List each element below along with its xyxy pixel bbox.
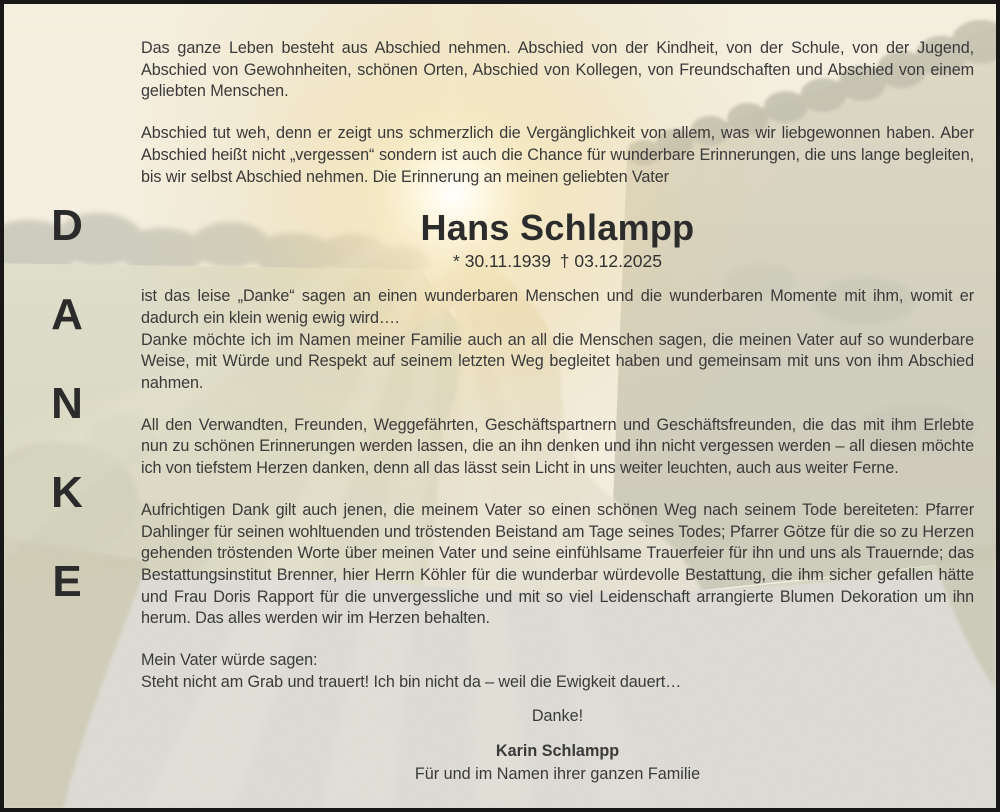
intro-paragraph-2: Abschied tut weh, denn er zeigt uns schmerzlich die Vergänglichkeit von allem, was wir liebgewonnen haben. Aber Abschied heißt nicht „vergessen“ sondern ist auch die Chance für wunderbare Erinnerungen, die uns lange begleiten, bis wir selbst Abschied nehmen. Die Erinnerung an meinen geliebten Vater [141,124,974,186]
father-saying-intro: Mein Vater würde sagen: [141,651,318,670]
father-saying-quote: Steht nicht am Grab und trauert! Ich bin nicht da – weil die Ewigkeit dauert… [141,672,682,691]
thanks-exclamation: Danke! [531,707,584,726]
father-saying-block [141,650,974,693]
thanks-block-1 [141,286,974,395]
thanks-paragraph-4: Aufrichtigen Dank gilt auch jenen, die meinem Vater so einen schönen Weg nach seinem Tode bereiteten: Pfarrer Dahlinger für seinen wohltuenden und tröstenden Beistand am Tage seines Todes; Pfarrer Götze für die so zu Herzen gehenden tröstenden Worte über meinen Vater und seine einfühlsame Trauerfeier für ihn und uns als Trauernde; das Bestattungsinstitut Brenner, hier Herrn Köhler für die wunderbar würdevolle Bestattung, die ihm sicher gefallen hätte und Frau Doris Rapport für die unvergessliche und mit so viel Leidenschaft arrangierte Blumen Dekoration um ihn herum. Das alles werden wir im Herzen behalten. [141,500,974,628]
vertical-letter-d: D [51,201,83,250]
thanks-paragraph-1: ist das leise „Danke“ sagen an einen wunderbaren Menschen und die wunderbaren Momente mit ihm, womit er dadurch ein klein wenig ewig wird…. [141,287,974,327]
vertical-letter-e: E [52,557,82,606]
vertical-letter-n: N [51,379,83,428]
signature-subline: Für und im Namen ihrer ganzen Familie [414,764,701,783]
vertical-letter-k: K [51,468,83,517]
thanks-paragraph-3: All den Verwandten, Freunden, Weggefährten, Geschäftspartnern und Geschäftsfreunden, die das mit ihm Erlebte nun zu schönen Erinnerungen werden lassen, die an ihn denken und ihn nicht vergessen werden – all diesen möchte ich von tiefstem Herzen danken, denn all das lässt sein Licht in uns weiter leuchten, auch aus weiter Ferne. [141,415,974,478]
vertical-letter-a: A [51,290,83,339]
signature-name: Karin Schlampp [495,742,620,761]
vertical-danke [42,201,92,649]
life-dates: * 30.11.1939 † 03.12.2025 [453,251,662,272]
thanks-paragraph-2: Danke möchte ich im Namen meiner Familie auch an all die Menschen sagen, die meinen Vater auf so wunderbare Weise, mit Würde und Respekt auf seinem letzten Weg begleitet haben und gemeinsam mit uns von ihm Abschied nahmen. [141,330,974,393]
deceased-name: Hans Schlampp [420,207,695,249]
intro-paragraph-1: Das ganze Leben besteht aus Abschied nehmen. Abschied von der Kindheit, von der Schule, von der Jugend, Abschied von Gewohnheiten, schönen Orten, Abschied von Kollegen, von Freundschaften und Abschied von einem geliebten Menschen. [141,39,974,101]
notice-text [141,4,974,786]
